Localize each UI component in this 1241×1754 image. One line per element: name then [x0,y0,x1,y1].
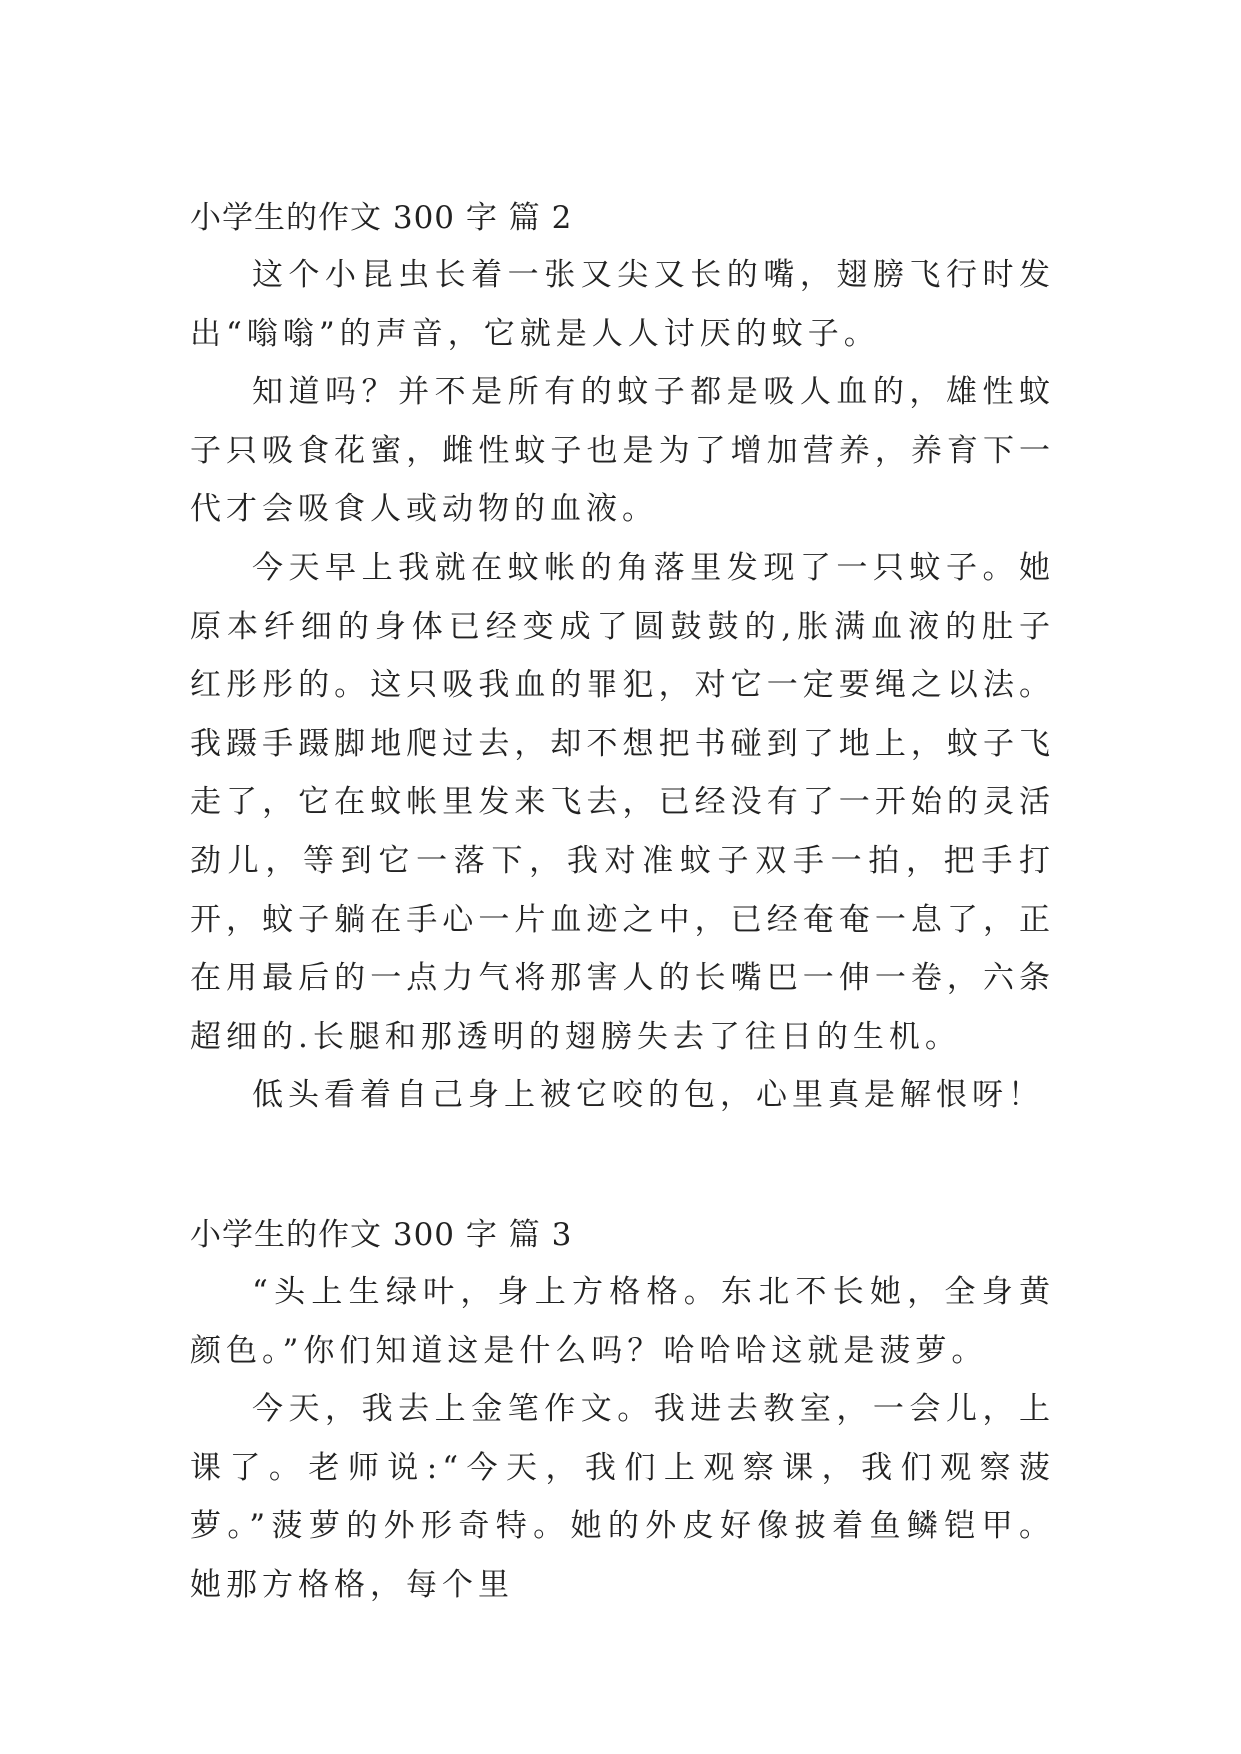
section-title: 小学生的作文 300 字 篇 2 [190,200,573,236]
paragraph: 这个小昆虫长着一张又尖又长的嘴，翅膀飞行时发出“嗡嗡”的声音，它就是人人讨厌的蚊子。 [190,257,1055,352]
essay-section-2 [190,190,1055,1125]
section-title: 小学生的作文 300 字 篇 3 [190,1217,573,1253]
paragraph: 低头看着自己身上被它咬的包，心里真是解恨呀！ [252,1077,1044,1114]
document-page [190,0,1055,1754]
paragraph: 知道吗？并不是所有的蚊子都是吸人血的，雄性蚊子只吸食花蜜，雌性蚊子也是为了增加营养，养育下一代才会吸食人或动物的血液。 [190,374,1055,528]
paragraph: 今天早上我就在蚊帐的角落里发现了一只蚊子。她原本纤细的身体已经变成了圆鼓鼓的,胀满血液的肚子红彤彤的。这只吸我血的罪犯，对它一定要绳之以法。我蹑手蹑脚地爬过去，却不想把书碰到了地上，蚊子飞走了，它在蚊帐里发来飞去，已经没有了一开始的灵活劲儿，等到它一落下，我对准蚊子双手一拍，把手打开，蚊子躺在手心一片血迹之中，已经奄奄一息了，正在用最后的一点力气将那害人的长嘴巴一伸一卷，六条超细的.长腿和那透明的翅膀失去了往日的生机。 [190,549,1055,1055]
paragraph: 今天，我去上金笔作文。我进去教室，一会儿，上课了。老师说:“今天，我们上观察课，我们观察菠萝。”菠萝的外形奇特。她的外皮好像披着鱼鳞铠甲。她那方格格，每个里 [190,1391,1055,1603]
essay-section-3 [190,1207,1055,1615]
paragraph: “头上生绿叶，身上方格格。东北不长她，全身黄颜色。”你们知道这是什么吗？哈哈哈这就是菠萝。 [190,1274,1055,1369]
